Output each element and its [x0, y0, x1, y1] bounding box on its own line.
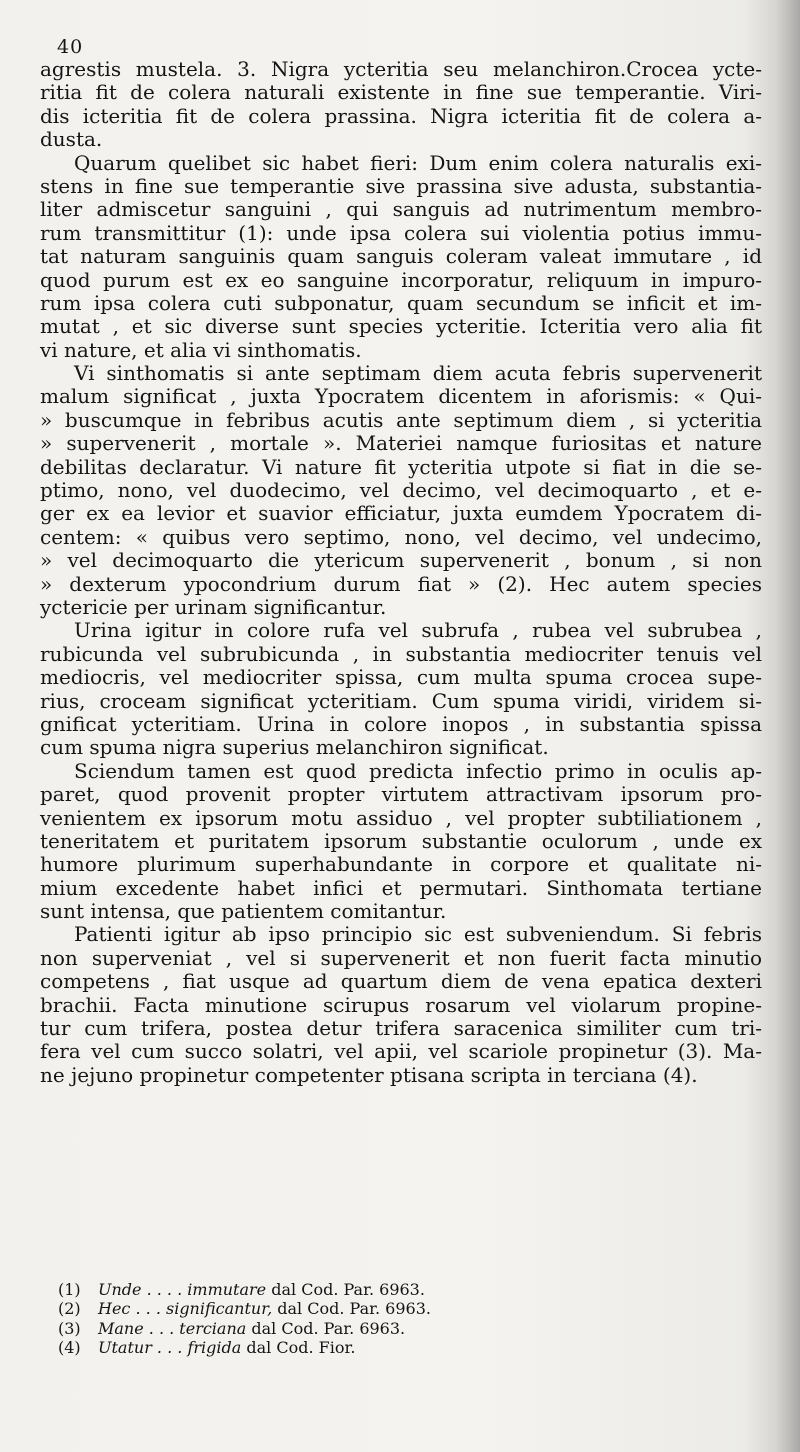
- text-line: stens in fine sue temperantie sive prassina sive adusta, substantia-: [40, 173, 762, 198]
- footnote-number: (1): [58, 1280, 81, 1299]
- text-line: competens , fiat usque ad quartum diem de vena epatica dexteri: [40, 969, 762, 994]
- text-line: mutat , et sic diverse sunt species ycteritie. Icteritia vero alia fit: [40, 314, 762, 339]
- text-line: » vel decimoquarto die ytericum supervenerit , bonum , si non: [40, 548, 762, 573]
- text-line: dusta.: [40, 127, 103, 152]
- page-number: 40: [57, 36, 84, 58]
- footnote-lemma: Mane . . . terciana: [98, 1318, 247, 1338]
- text-line: gnificat ycteritiam. Urina in colore inopos , in substantia spissa: [40, 711, 762, 736]
- text-line: debilitas declaratur. Vi nature fit ycteritia utpote si fiat in die se-: [40, 454, 762, 479]
- text-line: rubicunda vel subrubicunda , in substantia mediocriter tenuis vel: [40, 641, 762, 666]
- footnote-number: (2): [58, 1299, 81, 1319]
- text-line: mium excedente habet infici et permutari. Sinthomata tertiane: [40, 875, 762, 900]
- text-line: centem: « quibus vero septimo, nono, vel decimo, vel undecimo,: [40, 524, 762, 549]
- footnote-number: (4): [58, 1337, 81, 1357]
- footnote-lemma: Utatur . . . frigida: [98, 1337, 242, 1357]
- text-line: Quarum quelibet sic habet fieri: Dum enim colera naturalis exi-: [74, 150, 762, 175]
- text-line: cum spuma nigra superius melanchiron significat.: [40, 735, 549, 760]
- text-line: quod purum est ex eo sanguine incorporatur, reliquum in impuro-: [40, 267, 762, 292]
- text-line: rum transmittitur (1): unde ipsa colera sui violentia potius immu-: [40, 220, 762, 245]
- footnote-source: dal Cod. Par. 6963.: [272, 1299, 431, 1319]
- text-line: malum significat , juxta Ypocratem dicentem in aforismis: « Qui-: [40, 384, 762, 409]
- text-line: mediocris, vel mediocriter spissa, cum multa spuma crocea supe-: [40, 665, 762, 690]
- text-line: venientem ex ipsorum motu assiduo , vel propter subtiliationem ,: [40, 805, 762, 830]
- footnote-lemma: Hec . . . significantur,: [98, 1299, 273, 1319]
- footnote-number: (3): [58, 1318, 81, 1338]
- text-line: vi nature, et alia vi sinthomatis.: [40, 337, 362, 362]
- text-line: teneritatem et puritatem ipsorum substantie oculorum , unde ex: [40, 828, 762, 853]
- text-line: sunt intensa, que patientem comitantur.: [40, 899, 447, 924]
- text-line: agrestis mustela. 3. Nigra ycteritia seu melanchiron.Crocea ycte-: [40, 57, 762, 81]
- text-line: tur cum trifera, postea detur trifera saracenica similiter cum tri-: [40, 1016, 762, 1041]
- footnote: [58, 1280, 558, 1299]
- footnote-lemma: Unde . . . . immutare: [98, 1280, 267, 1299]
- text-line: non superveniat , vel si supervenerit et non fuerit facta minutio: [40, 945, 762, 970]
- text-line: fera vel cum succo solatri, vel apii, vel scariole propinetur (3). Ma-: [40, 1039, 762, 1064]
- text-line: paret, quod provenit propter virtutem attractivam ipsorum pro-: [40, 782, 762, 807]
- text-line: rius, croceam significat ycteritiam. Cum spuma viridi, viridem si-: [40, 688, 762, 713]
- footnote-source: dal Cod. Par. 6963.: [246, 1318, 406, 1338]
- footnotes: [58, 1280, 558, 1357]
- text-line: yctericie per urinam significantur.: [40, 594, 387, 619]
- text-line: » supervenerit , mortale ». Materiei namque furiositas et nature: [40, 431, 762, 456]
- text-line: tat naturam sanguinis quam sanguis coleram valeat immutare , id: [40, 244, 762, 269]
- text-line: brachii. Facta minutione scirupus rosarum vel violarum propine-: [40, 992, 762, 1017]
- text-line: liter admiscetur sanguini , qui sanguis ad nutrimentum membro-: [40, 197, 762, 222]
- text-line: Urina igitur in colore rufa vel subrufa , rubea vel subrubea ,: [74, 618, 762, 643]
- body-text: [40, 58, 762, 1087]
- footnote: [58, 1319, 558, 1338]
- text-line: humore plurimum superhabundante in corpore et qualitate ni-: [40, 852, 762, 877]
- text-line: ritia fit de colera naturali existente in fine sue temperantie. Viri-: [40, 80, 762, 105]
- text-line: Sciendum tamen est quod predicta infectio primo in oculis ap-: [74, 758, 762, 783]
- text-line: rum ipsa colera cuti subponatur, quam secundum se inficit et im-: [40, 290, 762, 315]
- text-line: » dexterum ypocondrium durum fiat » (2). Hec autem species: [40, 571, 762, 596]
- text-line: Vi sinthomatis si ante septimam diem acuta febris supervenerit: [74, 361, 762, 386]
- footnote: [58, 1299, 558, 1318]
- text-line: ger ex ea levior et suavior efficiatur, juxta eumdem Ypocratem di-: [40, 501, 762, 526]
- text-line: dis icteritia fit de colera prassina. Nigra icteritia fit de colera a-: [40, 103, 762, 128]
- text-line: Patienti igitur ab ipso principio sic est subveniendum. Si febris: [74, 922, 762, 947]
- text-line: ne jejuno propinetur competenter ptisana scripta in terciana (4).: [40, 1062, 698, 1087]
- footnote: [58, 1338, 558, 1357]
- footnote-source: dal Cod. Fior.: [241, 1337, 356, 1357]
- text-line: » buscumque in febribus acutis ante septimum diem , si ycteritia: [40, 407, 762, 432]
- footnote-source: dal Cod. Par. 6963.: [266, 1280, 425, 1299]
- text-line: ptimo, nono, vel duodecimo, vel decimo, vel decimoquarto , et e-: [40, 478, 762, 503]
